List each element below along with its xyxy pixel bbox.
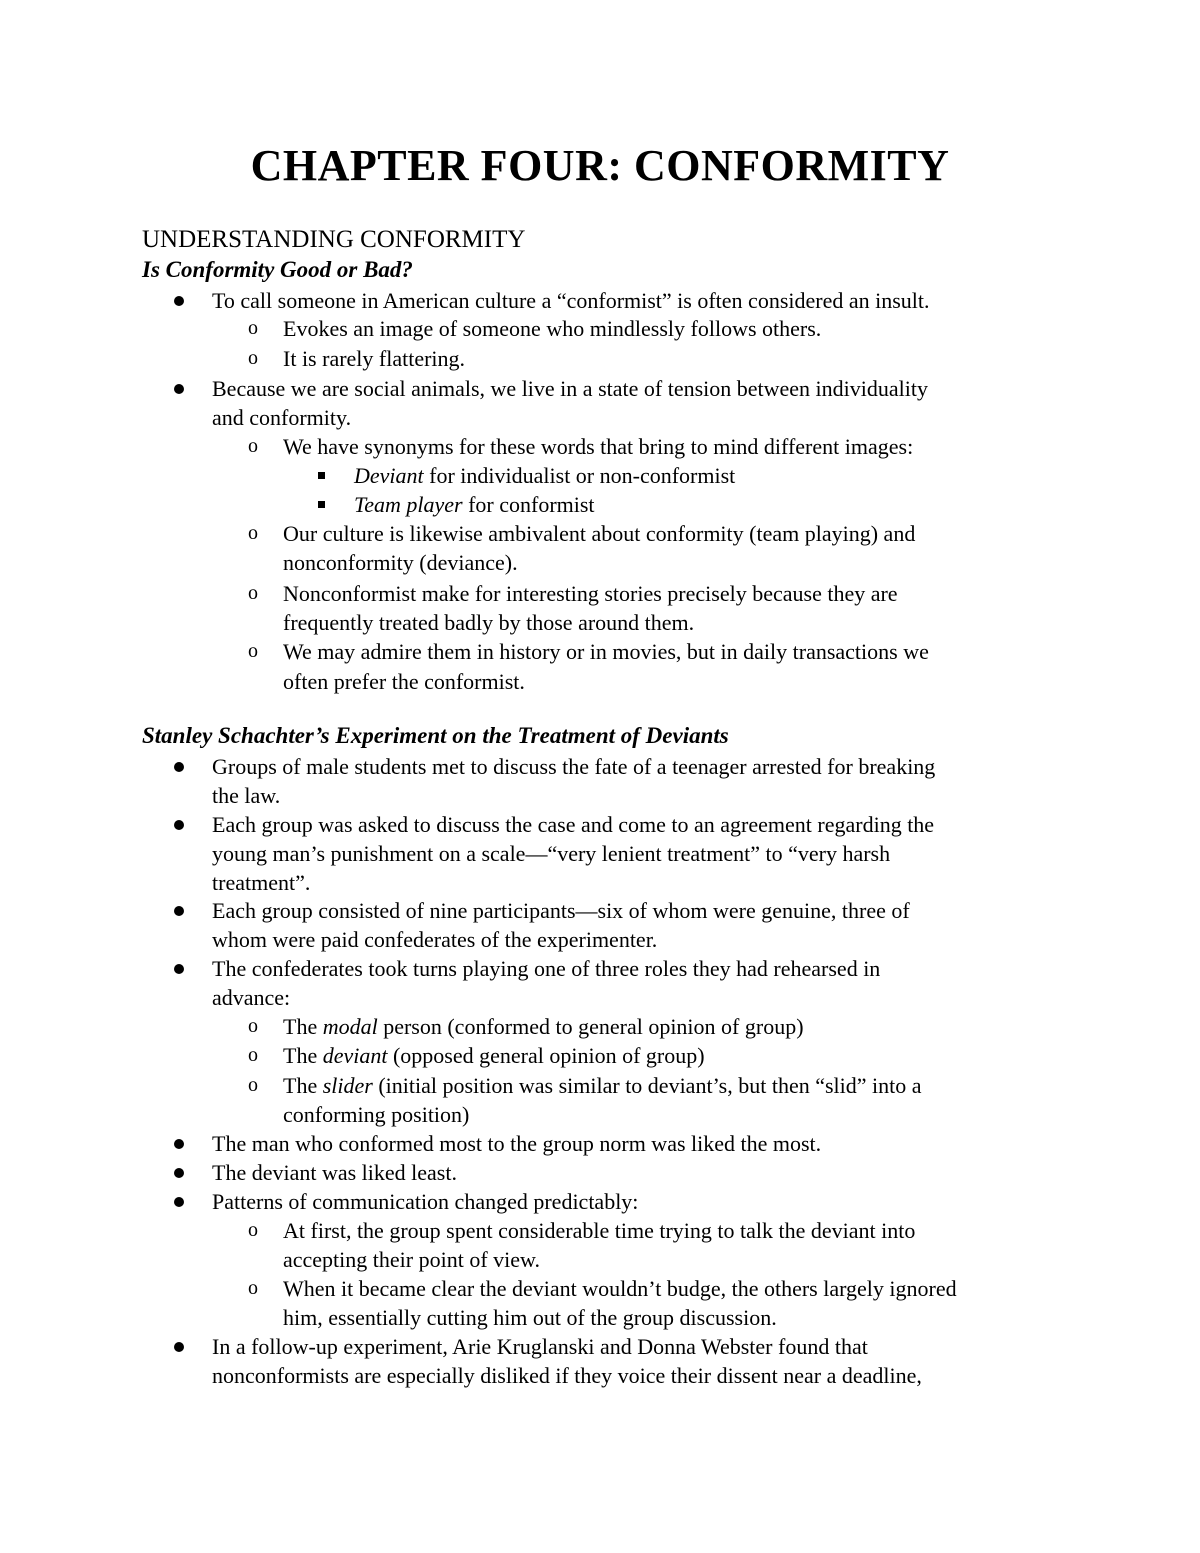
list-item-continuation: nonconformity (deviance).: [283, 550, 518, 575]
list-item: Each group was asked to discuss the case and come to an agreement regarding the: [212, 812, 935, 837]
subsection-heading-conformity-good-or-bad: Is Conformity Good or Bad?: [142, 257, 413, 282]
list-item-continuation: often prefer the conformist.: [283, 669, 525, 694]
text-span: (opposed general opinion of group): [387, 1043, 705, 1068]
list-item-continuation: him, essentially cutting him out of the group discussion.: [283, 1305, 777, 1330]
list-item: To call someone in American culture a “conformist” is often considered an insult.: [212, 288, 930, 313]
list-item: Our culture is likewise ambivalent about conformity (team playing) and: [283, 521, 916, 546]
list-item: When it became clear the deviant wouldn’t budge, the others largely ignored: [283, 1276, 957, 1301]
list-item: It is rarely flattering.: [283, 346, 466, 371]
list-item: [354, 461, 735, 490]
term-description: for individualist or non-conformist: [423, 463, 736, 488]
text-span: The: [283, 1014, 323, 1039]
list-item: [354, 490, 595, 519]
list-item: [283, 1041, 705, 1070]
list-item: The deviant was liked least.: [212, 1160, 457, 1185]
sub-sub-bullet-marker: [318, 501, 325, 508]
list-item-continuation: young man’s punishment on a scale—“very lenient treatment” to “very harsh: [212, 841, 891, 866]
section-heading: UNDERSTANDING CONFORMITY: [142, 226, 526, 253]
bullet-marker: [174, 1342, 184, 1352]
list-item-continuation: whom were paid confederates of the experimenter.: [212, 927, 658, 952]
term-modal: modal: [322, 1014, 378, 1039]
sub-bullet-marker: o: [248, 522, 258, 544]
text-span: The: [283, 1073, 323, 1098]
bullet-marker: [174, 820, 184, 830]
list-item: Nonconformist make for interesting stories precisely because they are: [283, 581, 898, 606]
sub-bullet-marker: o: [248, 640, 258, 662]
sub-sub-bullet-marker: [318, 472, 325, 479]
list-item: [283, 1071, 922, 1100]
sub-bullet-marker: o: [248, 1015, 258, 1037]
chapter-title: CHAPTER FOUR: CONFORMITY: [250, 141, 950, 190]
sub-bullet-marker: o: [248, 317, 258, 339]
list-item-continuation: the law.: [212, 783, 281, 808]
list-item: Evokes an image of someone who mindlessly follows others.: [283, 316, 822, 341]
term-deviant: Deviant: [354, 463, 424, 488]
list-item-continuation: conforming position): [283, 1102, 470, 1127]
bullet-marker: [174, 1168, 184, 1178]
list-item: The man who conformed most to the group norm was liked the most.: [212, 1131, 822, 1156]
list-item: Groups of male students met to discuss the fate of a teenager arrested for breaking: [212, 754, 936, 779]
list-item: We may admire them in history or in movies, but in daily transactions we: [283, 639, 929, 664]
subsection-heading-schachter-experiment: Stanley Schachter’s Experiment on the Treatment of Deviants: [142, 723, 729, 748]
list-item-continuation: frequently treated badly by those around them.: [283, 610, 695, 635]
term-slider: slider: [322, 1073, 373, 1098]
bullet-marker: [174, 296, 184, 306]
list-item: Patterns of communication changed predictably:: [212, 1189, 639, 1214]
list-item-continuation: advance:: [212, 985, 291, 1010]
list-item: In a follow-up experiment, Arie Kruglanski and Donna Webster found that: [212, 1334, 868, 1359]
list-item: At first, the group spent considerable time trying to talk the deviant into: [283, 1218, 916, 1243]
bullet-marker: [174, 964, 184, 974]
list-item: The confederates took turns playing one of three roles they had rehearsed in: [212, 956, 881, 981]
bullet-marker: [174, 384, 184, 394]
text-span: The: [283, 1043, 323, 1068]
bullet-marker: [174, 762, 184, 772]
bullet-marker: [174, 906, 184, 916]
term-deviant: deviant: [322, 1043, 388, 1068]
sub-bullet-marker: o: [248, 435, 258, 457]
bullet-marker: [174, 1139, 184, 1149]
text-span: person (conformed to general opinion of group): [377, 1014, 804, 1039]
sub-bullet-marker: o: [248, 1277, 258, 1299]
list-item-continuation: nonconformists are especially disliked if they voice their dissent near a deadline,: [212, 1363, 922, 1388]
term-team-player: Team player: [354, 492, 463, 517]
sub-bullet-marker: o: [248, 1044, 258, 1066]
list-item: Because we are social animals, we live in a state of tension between individuality: [212, 376, 928, 401]
term-description: for conformist: [462, 492, 595, 517]
list-item: [283, 1012, 804, 1041]
sub-bullet-marker: o: [248, 582, 258, 604]
text-span: (initial position was similar to deviant’s, but then “slid” into a: [372, 1073, 922, 1098]
sub-bullet-marker: o: [248, 347, 258, 369]
list-item: Each group consisted of nine participants—six of whom were genuine, three of: [212, 898, 910, 923]
list-item-continuation: and conformity.: [212, 405, 352, 430]
list-item: We have synonyms for these words that bring to mind different images:: [283, 434, 914, 459]
sub-bullet-marker: o: [248, 1074, 258, 1096]
list-item-continuation: treatment”.: [212, 870, 311, 895]
list-item-continuation: accepting their point of view.: [283, 1247, 540, 1272]
sub-bullet-marker: o: [248, 1219, 258, 1241]
bullet-marker: [174, 1197, 184, 1207]
